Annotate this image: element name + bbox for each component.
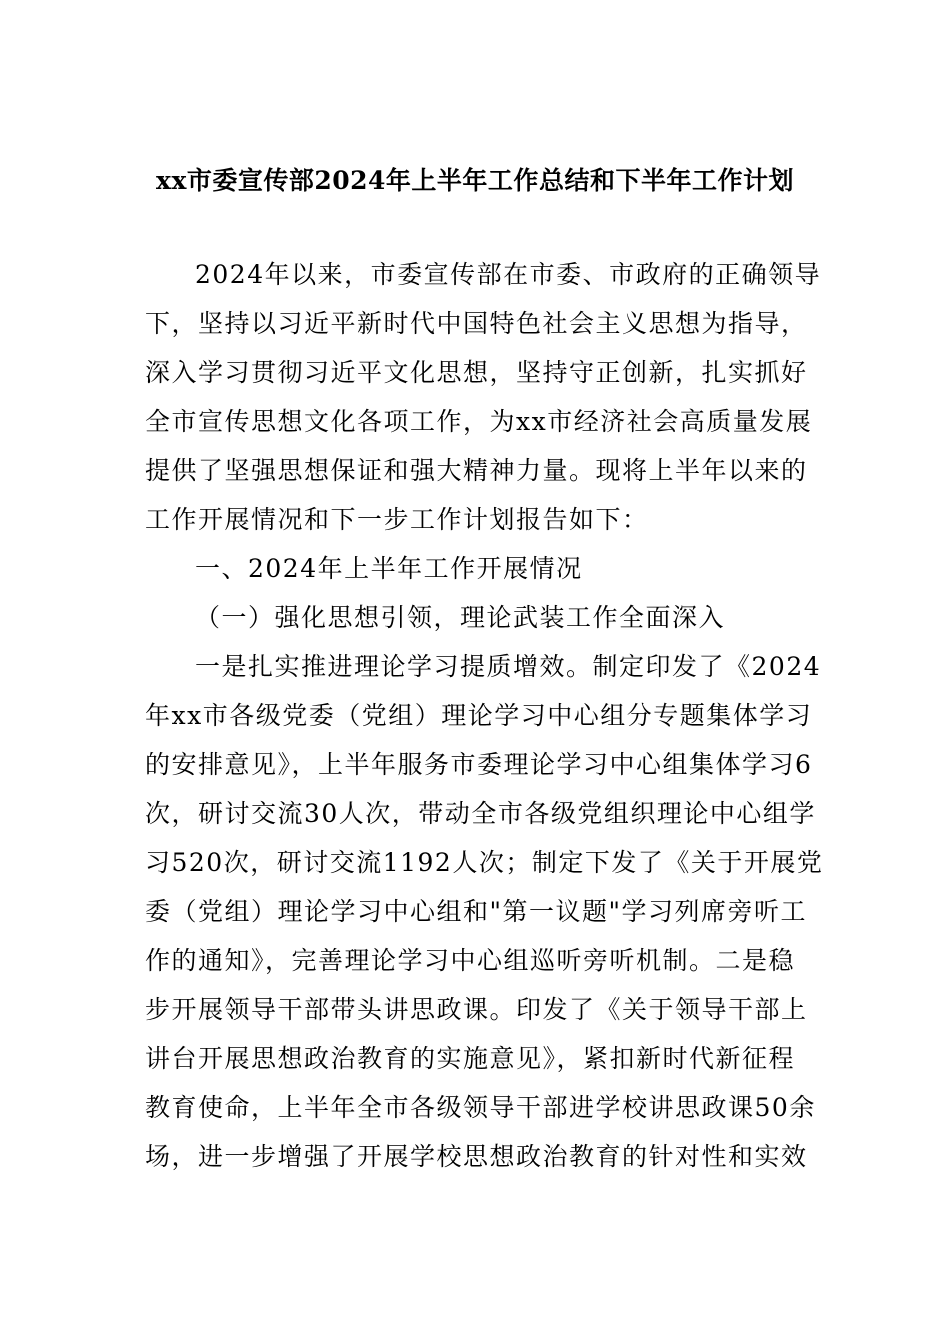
paragraph-line: 下，坚持以习近平新时代中国特色社会主义思想为指导， bbox=[145, 309, 808, 338]
paragraph-line: 场，进一步增强了开展学校思想政治教育的针对性和实效 bbox=[145, 1142, 808, 1171]
paragraph-line: 2024年以来，市委宣传部在市委、市政府的正确领导 bbox=[195, 260, 822, 289]
section-heading: 一、2024年上半年工作开展情况 bbox=[195, 554, 583, 583]
paragraph-line: 讲台开展思想政治教育的实施意见》，紧扣新时代新征程 bbox=[145, 1044, 796, 1073]
paragraph-line: 习520次，研讨交流1192人次；制定下发了《关于开展党 bbox=[145, 848, 824, 877]
paragraph-line: 深入学习贯彻习近平文化思想，坚持守正创新，扎实抓好 bbox=[145, 358, 808, 387]
paragraph-line: 提供了坚强思想保证和强大精神力量。现将上半年以来的 bbox=[145, 456, 808, 485]
paragraph-line: 的安排意见》，上半年服务市委理论学习中心组集体学习6 bbox=[145, 750, 813, 779]
paragraph-line: 工作开展情况和下一步工作计划报告如下： bbox=[145, 505, 649, 534]
document-body bbox=[145, 250, 824, 1181]
document-title: xx市委宣传部2024年上半年工作总结和下半年工作计划 bbox=[156, 166, 794, 195]
paragraph-line: 年xx市各级党委（党组）理论学习中心组分专题集体学习 bbox=[145, 701, 813, 730]
paragraph-line: 全市宣传思想文化各项工作，为xx市经济社会高质量发展 bbox=[145, 407, 813, 436]
paragraph-line: 教育使命，上半年全市各级领导干部进学校讲思政课50余 bbox=[145, 1093, 816, 1122]
paragraph-line: 次，研讨交流30人次，带动全市各级党组织理论中心组学 bbox=[145, 799, 816, 828]
paragraph-line: 步开展领导干部带头讲思政课。印发了《关于领导干部上 bbox=[145, 995, 808, 1024]
paragraph-line: 一是扎实推进理论学习提质增效。制定印发了《2024 bbox=[195, 652, 822, 681]
subsection-heading: （一）强化思想引领，理论武装工作全面深入 bbox=[195, 603, 726, 632]
paragraph-line: 作的通知》，完善理论学习中心组巡听旁听机制。二是稳 bbox=[145, 946, 796, 975]
paragraph-line: 委（党组）理论学习中心组和"第一议题"学习列席旁听工 bbox=[145, 897, 808, 926]
